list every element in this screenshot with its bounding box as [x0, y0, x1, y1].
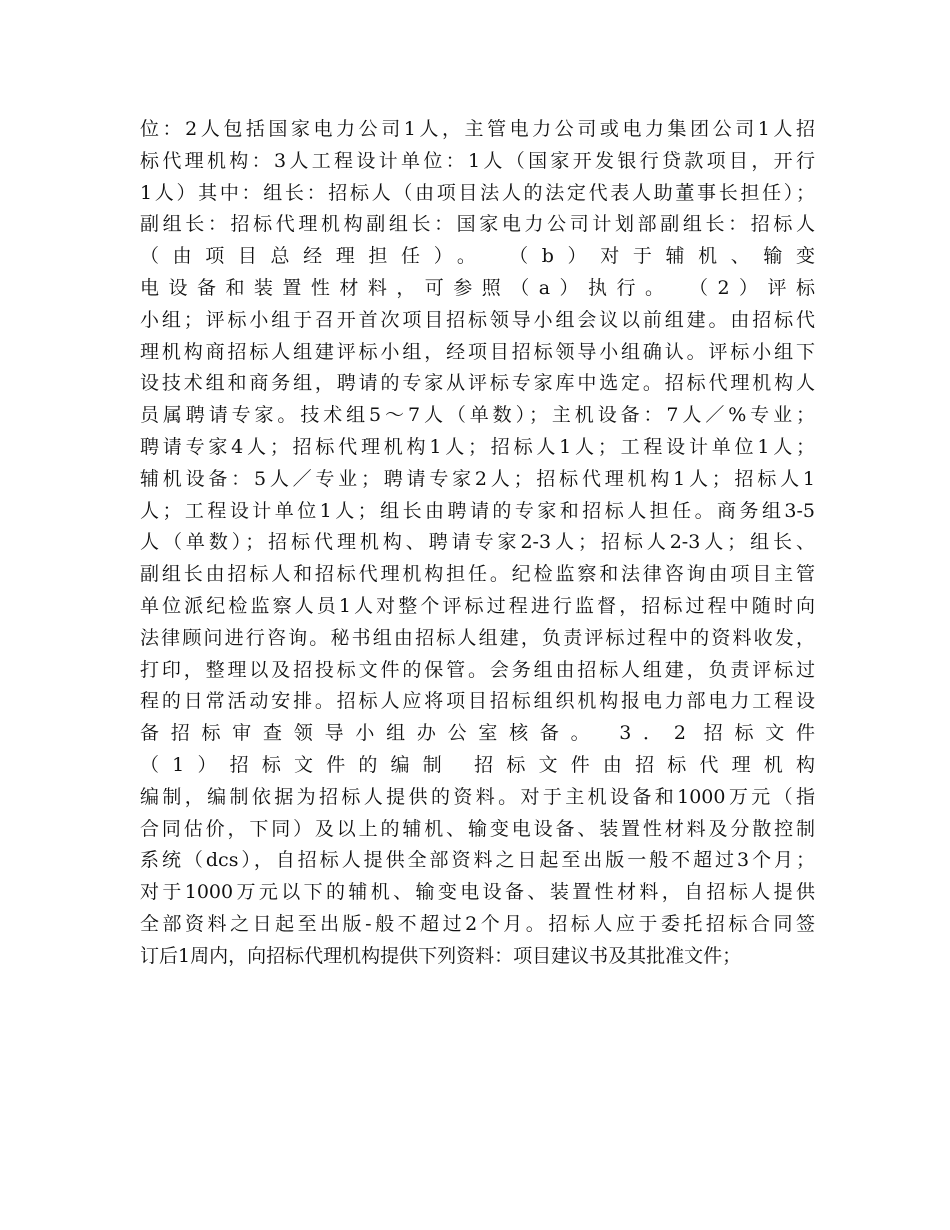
- text-line: 打印，整理以及招投标文件的保管。会务组由招标人组建，负责评标过: [140, 658, 815, 681]
- text-line: 编制，编制依据为招标人提供的资料。对于主机设备和1000万元（指: [140, 785, 815, 808]
- text-line: 标代理机构：3人工程设计单位：1人（国家开发银行贷款项目，开行: [140, 149, 815, 172]
- text-line: 法律顾问进行咨询。秘书组由招标人组建，负责评标过程中的资料收发，: [140, 626, 815, 649]
- text-line: 程的日常活动安排。招标人应将项目招标组织机构报电力部电力工程设: [140, 690, 815, 713]
- text-line: 设技术组和商务组，聘请的专家从评标专家库中选定。招标代理机构人: [140, 372, 815, 395]
- text-line: （由项目总经理担任）。 （b）对于辅机、输变: [140, 245, 815, 268]
- text-line: 单位派纪检监察人员1人对整个评标过程进行监督，招标过程中随时向: [140, 594, 815, 617]
- text-line: 电设备和装置性材料，可参照（a）执行。 （2）评标: [140, 276, 815, 299]
- text-line: 小组；评标小组于召开首次项目招标领导小组会议以前组建。由招标代: [140, 308, 815, 331]
- text-line: 副组长：招标代理机构副组长：国家电力公司计划部副组长：招标人: [140, 213, 815, 236]
- text-line: 订后1周内，向招标代理机构提供下列资料：项目建议书及其批准文件；: [140, 944, 742, 967]
- text-line: 1人）其中：组长：招标人（由项目法人的法定代表人助董事长担任）；: [140, 181, 815, 204]
- text-line: 员属聘请专家。技术组5～7人（单数）；主机设备：7人／%专业；: [140, 404, 815, 427]
- text-line: 全部资料之日起至出版-般不超过2个月。招标人应于委托招标合同签: [140, 912, 815, 935]
- text-line: 对于1000万元以下的辅机、输变电设备、装置性材料，自招标人提供: [140, 881, 815, 904]
- text-line: 人（单数）；招标代理机构、聘请专家2-3人；招标人2-3人；组长、: [140, 531, 815, 554]
- text-line: 合同估价，下同）及以上的辅机、输变电设备、装置性材料及分散控制: [140, 817, 815, 840]
- text-line: 系统（dcs），自招标人提供全部资料之日起至出版一般不超过3个月；: [140, 849, 815, 872]
- text-line: 副组长由招标人和招标代理机构担任。纪检监察和法律咨询由项目主管: [140, 563, 815, 586]
- text-line: 人；工程设计单位1人；组长由聘请的专家和招标人担任。商务组3-5: [140, 499, 815, 522]
- text-line: 备招标审查领导小组办公室核备。 3．2 招标文件: [140, 722, 815, 745]
- text-line: 理机构商招标人组建评标小组，经项目招标领导小组确认。评标小组下: [140, 340, 815, 363]
- text-line: 辅机设备：5人／专业；聘请专家2人；招标代理机构1人；招标人1: [140, 467, 815, 490]
- text-line: （1）招标文件的编制 招标文件由招标代理机构: [140, 753, 815, 776]
- text-line: 位：2人包括国家电力公司1人，主管电力公司或电力集团公司1人招: [140, 118, 815, 140]
- text-line: 聘请专家4人；招标代理机构1人；招标人1人；工程设计单位1人；: [140, 435, 815, 458]
- body-text: [140, 114, 815, 973]
